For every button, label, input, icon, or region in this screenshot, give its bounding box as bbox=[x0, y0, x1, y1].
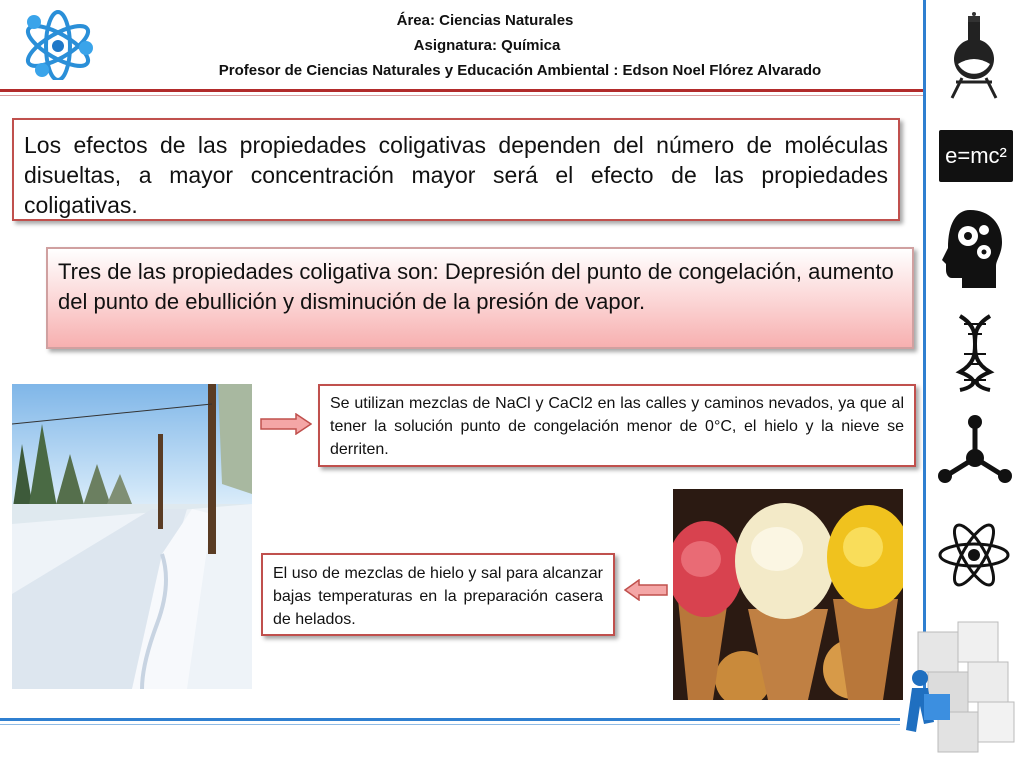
emc2-board-icon bbox=[939, 130, 1013, 182]
caption-box-snow: Se utilizan mezclas de NaCl y CaCl2 en las calles y caminos nevados, ya que al tener la solución punto de congelación menor de 0°C, el hielo y la nieve se derriten. bbox=[318, 384, 916, 467]
header-rule bbox=[0, 89, 925, 92]
head-gears-icon bbox=[940, 208, 1004, 290]
header-area: Área: Ciencias Naturales bbox=[396, 12, 574, 29]
ice-cream-photo bbox=[673, 489, 903, 700]
caption-box-icecream: El uso de mezclas de hielo y sal para alcanzar bajas temperaturas en la preparación casera de helados. bbox=[261, 553, 615, 636]
header-profesor: Profesor de Ciencias Naturales y Educación Ambiental : Edson Noel Flórez Alvarado bbox=[218, 62, 822, 79]
paragraph-box-1: Los efectos de las propiedades coligativas dependen del número de moléculas disueltas, a mayor concentración mayor será el efecto de las propiedades coligativas. bbox=[12, 118, 900, 221]
footer-rule-thin bbox=[0, 724, 900, 725]
arrow-left-icon bbox=[624, 579, 668, 601]
atom-logo-icon bbox=[20, 8, 96, 80]
header-asignatura: Asignatura: Química bbox=[413, 37, 561, 54]
arrow-right-icon bbox=[260, 413, 312, 435]
dna-icon bbox=[954, 314, 996, 392]
header-rule-thin bbox=[0, 95, 925, 96]
footer-rule bbox=[0, 718, 900, 721]
puzzle-person-icon bbox=[898, 612, 1016, 762]
atom-icon bbox=[936, 520, 1012, 590]
sidebar-divider bbox=[923, 0, 926, 700]
flask-icon bbox=[948, 12, 1000, 102]
emc2-label: e=mc² bbox=[945, 143, 1007, 168]
paragraph-box-2: Tres de las propiedades coligativa son: Depresión del punto de congelación, aumento del punto de ebullición y disminución de la presión de vapor. bbox=[46, 247, 914, 349]
molecule-icon bbox=[936, 414, 1014, 486]
snowy-road-photo bbox=[12, 384, 252, 689]
